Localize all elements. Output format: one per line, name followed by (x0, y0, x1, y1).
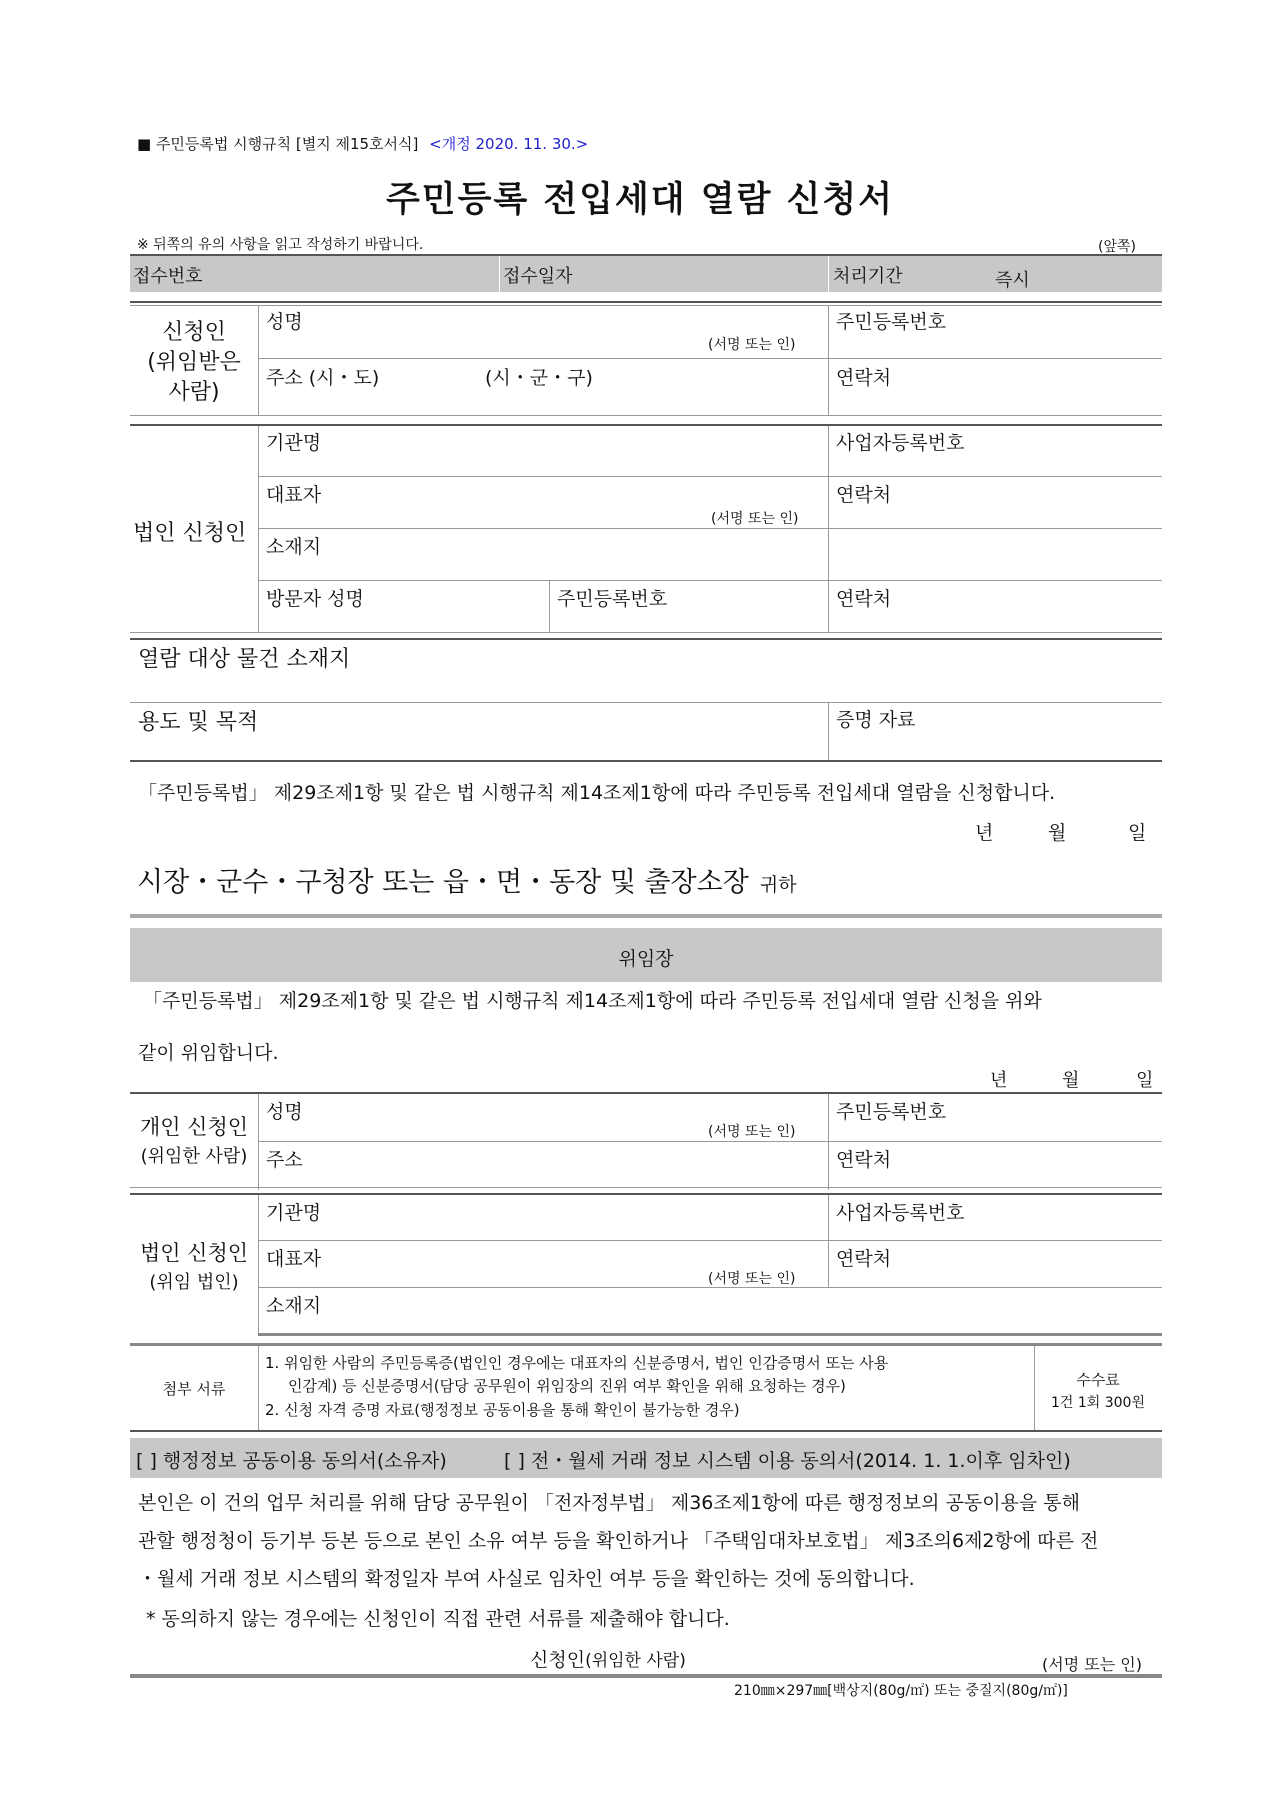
consent-text-line-3: ・월세 거래 정보 시스템의 확정일자 부여 사실로 임차인 여부 등을 확인하는 것에 동의합니다. (138, 1568, 915, 1590)
applicant-name-label: 성명 (266, 311, 303, 333)
delegation-month-label: 월 (1062, 1070, 1080, 1091)
individual-delegator-label: 개인 신청인 (위임한 사람) (139, 1115, 249, 1167)
delegator-rep-contact-label: 연락처 (836, 1248, 892, 1270)
applicant-address-sub-label: (시・군・구) (485, 367, 593, 389)
visitor-rrn-label: 주민등록번호 (557, 588, 668, 610)
delegation-text-line-2: 같이 위임합니다. (138, 1042, 279, 1064)
corporate-contact-label: 연락처 (836, 484, 892, 506)
delegation-text-line-1: 「주민등록법」 제29조제1항 및 같은 법 시행규칙 제14조제1항에 따라 주민등록 전입세대 열람 신청을 위와 (143, 990, 1042, 1012)
attachment-item-1-continued: 인감계) 등 신분증명서(담당 공무원이 위임장의 진위 여부 확인을 위해 요청하는 경우) (288, 1377, 846, 1395)
consent-checkbox-lease-system[interactable]: [ ] 전・월세 거래 정보 시스템 이용 동의서(2014. 1. 1.이후 임차인) (504, 1450, 1071, 1472)
delegation-year-label: 년 (990, 1070, 1008, 1091)
receipt-number-label: 접수번호 (133, 266, 203, 287)
delegation-day-label: 일 (1136, 1070, 1154, 1091)
statement-month-label: 월 (1048, 822, 1067, 844)
processing-period-label: 처리기간 (833, 266, 903, 287)
consent-checkbox-shared-info[interactable]: [ ] 행정정보 공동이용 동의서(소유자) (136, 1450, 447, 1472)
attachments-label: 첨부 서류 (162, 1380, 226, 1398)
applicant-sign-note: (서명 또는 인) (708, 337, 796, 353)
visitor-contact-label: 연락처 (836, 588, 892, 610)
notice-text: ※ 뒤쪽의 유의 사항을 읽고 작성하기 바랍니다. (137, 237, 424, 253)
delegator-sign-note: (서명 또는 인) (708, 1124, 796, 1140)
corporate-sign-note: (서명 또는 인) (711, 511, 799, 527)
delegator-rrn-label: 주민등록번호 (836, 1101, 947, 1123)
delegation-title: 위임장 (618, 948, 674, 970)
corporate-org-label: 기관명 (266, 432, 322, 454)
consent-text-line-1: 본인은 이 건의 업무 처리를 위해 담당 공무원이 「전자정부법」 제36조제1항에 따른 행정정보의 공동이용을 통해 (138, 1492, 1081, 1514)
corporate-location-label: 소재지 (266, 536, 322, 558)
applicant-section-label: 신청인 (위임받은 사람) (147, 320, 241, 405)
delegator-brn-label: 사업자등록번호 (836, 1202, 965, 1224)
delegator-rep-sign-note: (서명 또는 인) (708, 1271, 796, 1287)
delegator-address-label: 주소 (266, 1149, 303, 1171)
corporate-brn-label: 사업자등록번호 (836, 432, 965, 454)
delegator-location-label: 소재지 (266, 1295, 322, 1317)
attachment-item-1: 1. 위임한 사람의 주민등록증(법인인 경우에는 대표자의 신분증명서, 법인 인감증명서 또는 사용 (265, 1354, 889, 1372)
delegator-rep-label: 대표자 (266, 1248, 322, 1270)
applicant-address-label: 주소 (시・도) (266, 367, 380, 389)
consent-text-line-2: 관할 행정청이 등기부 등본 등으로 본인 소유 여부 등을 확인하거나 「주택임대차보호법」 제3조의6제2항에 따른 전 (138, 1530, 1099, 1552)
page-side-label: (앞쪽) (1098, 239, 1136, 255)
corporate-rep-label: 대표자 (266, 484, 322, 506)
applicant-contact-label: 연락처 (836, 367, 892, 389)
statement-year-label: 년 (975, 822, 994, 844)
processing-period-value: 즉시 (995, 270, 1030, 291)
addressee: 시장・군수・구청장 또는 읍・면・동장 및 출장소장 귀하 (137, 867, 797, 898)
consent-sign-note: (서명 또는 인) (1042, 1655, 1142, 1674)
receipt-date-label: 접수일자 (503, 266, 573, 287)
consent-signer: 신청인(위임한 사람) (530, 1649, 686, 1671)
fee-label: 수수료 (1076, 1371, 1120, 1389)
delegator-contact-label: 연락처 (836, 1149, 892, 1171)
delegator-name-label: 성명 (266, 1101, 303, 1123)
consent-note: * 동의하지 않는 경우에는 신청인이 직접 관련 서류를 제출해야 합니다. (146, 1608, 730, 1630)
corporate-section-label: 법인 신청인 (133, 521, 247, 546)
legal-reference: ■ 주민등록법 시행규칙 [별지 제15호서식] <개정 2020. 11. 30.> (137, 135, 589, 153)
paper-spec: 210㎜×297㎜[백상지(80g/㎡) 또는 중질지(80g/㎡)] (734, 1683, 1068, 1699)
form-title: 주민등록 전입세대 열람 신청서 (385, 180, 895, 220)
revision-note: <개정 2020. 11. 30.> (429, 135, 589, 153)
applicant-rrn-label: 주민등록번호 (836, 311, 947, 333)
evidence-label: 증명 자료 (836, 709, 916, 731)
fee-value: 1건 1회 300원 (1050, 1395, 1145, 1411)
corporate-delegator-label: 법인 신청인 (위임 법인) (139, 1241, 249, 1293)
application-statement: 「주민등록법」 제29조제1항 및 같은 법 시행규칙 제14조제1항에 따라 주민등록 전입세대 열람을 신청합니다. (138, 782, 1056, 804)
property-location-label: 열람 대상 물건 소재지 (138, 647, 351, 672)
statement-day-label: 일 (1128, 822, 1147, 844)
purpose-label: 용도 및 목적 (138, 710, 259, 735)
visitor-name-label: 방문자 성명 (266, 588, 364, 610)
delegator-org-label: 기관명 (266, 1202, 322, 1224)
attachment-item-2: 2. 신청 자격 증명 자료(행정정보 공동이용을 통해 확인이 불가능한 경우) (265, 1401, 740, 1419)
